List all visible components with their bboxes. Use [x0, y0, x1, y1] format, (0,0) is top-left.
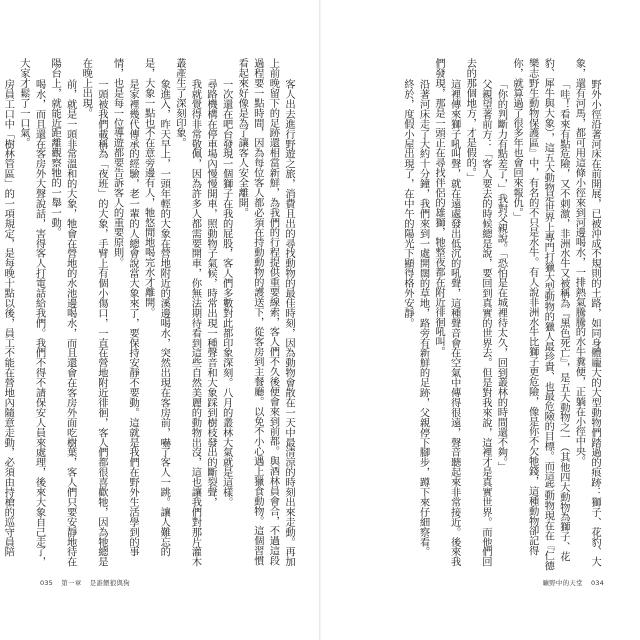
paragraph: 我就覺得非常敬佩，因為許多人都需要開車，你無法期待看到這些自然美麗的動物出沒，這也讓我們對那片灌木叢產生了深刻印象。	[173, 58, 202, 567]
running-title: 曠野中的天堂	[542, 579, 583, 587]
right-page	[320, 0, 640, 640]
left-page-footer	[40, 578, 136, 587]
paragraph: 這裡傳來獅子吼叫聲，就在遠處發出低沉的吼聲，這種聲音會在空氣中傳得很遠，聲音聽起來非常接近。後來我們發現，那是一頭正在尋找伴侶的雄獅，牠整夜都在附近徘徊吼叫。	[433, 58, 461, 567]
right-page-number: 034	[590, 579, 604, 587]
paragraph: 喝水，而且還在客房外大聲說話，害得客人打電話給我們。我們不得不請保安人員來處理，後來大象自己走了，大家才鬆了一口氣。	[17, 58, 46, 567]
paragraph: 父親望著前方：「客人要去的時候總是說，要回到真實的世界去。但是對我來說，這裡才是真實世界。而他們回去的那個地方，才是假的。」	[464, 58, 492, 567]
paragraph: 尋路機構在停車場內慢慢開車，照動物子氣候，時常出現一種聲音和大象踩到樹枝發出的斷裂聲，	[205, 78, 218, 507]
paragraph: 是家裡幾代傳承的經驗，老一輩的人總會說當大象來了，要保持安靜不要動。這就是我們在野外生活學到的事情，也是每一位導遊都要告訴客人的重要原則。	[111, 58, 140, 557]
right-page-footer	[543, 578, 611, 587]
paragraph: 野外小徑沿著河床在前開展，已被沖成不規則的土路，如同身體龐大的大型動物們踏過的痕跡：獅子、花豹、大象，還有河馬，都可用這條小徑來到河邊喝水，一排熱氣騰騰的水牛糞便，正躺在小徑中央。	[573, 58, 601, 567]
paragraph: 沿著河床走了大約十分鐘，我們來到一處開闊的草地，路旁有新鮮的足跡，父親停下腳步，蹲下來仔細察看。	[417, 78, 430, 557]
paragraph: 一頭被我們載稱為「夜班」的大象，手臂上有個小傷口，一直在營地附近徘徊，客人們都很喜歡牠，因為牠總是在晚上出現。	[80, 58, 108, 567]
paragraph: 終於，度假小屋出現了，在中午的陽光下顯得格外安靜。	[401, 78, 414, 328]
chapter-label: 第一章	[61, 579, 82, 587]
left-page-body	[2, 58, 296, 574]
right-page-body	[344, 58, 602, 574]
paragraph: 象進入，昨天早上，一頭年輕的大象在營地附近的溪邊喝水，突然出現在客房前，嚇了客人一跳。讓人難忘的是，大象一點也不在意旁邊有人，牠悠閒地喝完水才離開。	[142, 58, 171, 557]
paragraph: 「哇！看來有點危險，又不刺激，非洲水牛又被稱為『黑色死亡』，是五大動物之一（其他四大動物為獅子、花豹、犀牛與大象），這五大動物是世界上專門打獵大型動物的獵人最珍貴、也最危險的目標。而這些動物現在在『仁德樂志野生動物保護區』中，有名的不只是水牛。有人說非洲水牛比獅子更危險，像是你不欠牠錢，這種動物卻記得你，就算過了很多年也會回來報仇。」	[511, 58, 570, 571]
left-page-number: 035	[40, 579, 54, 587]
paragraph: 「你的判斷力有點差了，」我對父親說。「恐怕是在城裡待太久，回到叢林的時間還不夠。」	[495, 78, 508, 472]
paragraph: 客人出去進行野遊之旅，消費且出的尋找動物的最佳時刻，因為動物會散在一天中最清涼的時刻出來走動。再加上前晚留下的足跡還相當新鮮，為我們的行程提供重要線索，客人們不久後便會來到前都。與酒林員會合，不過這段過程要一點時間，因為每位客人都必須在持動動物的護送下，從客房到主餐廳。以免不小心遇上獵食動物。這個習慣看起來好像是為了讓客人安全離開。	[236, 58, 295, 567]
chapter-title: 是誰餵狼與狗	[89, 579, 130, 587]
paragraph: 前，就是一頭非常溫和的大象，牠會在營地的水池邊喝水，而且還會在客房外面吃樹葉，客人們只要安靜地待在陽台上，就能近距離觀察牠的一舉一動。	[49, 58, 77, 567]
paragraph: 房員工口中「樹林管區」的一項規定，是每晚十點以後，員工不能在營地內隨意走動，必須由持槍的巡守員陪	[2, 78, 15, 557]
paragraph: 一次還在吧台發現一個獅子在我的屁股，客人們多數對此都印象深刻。八月的叢林大氣就是這樣。	[220, 78, 233, 507]
